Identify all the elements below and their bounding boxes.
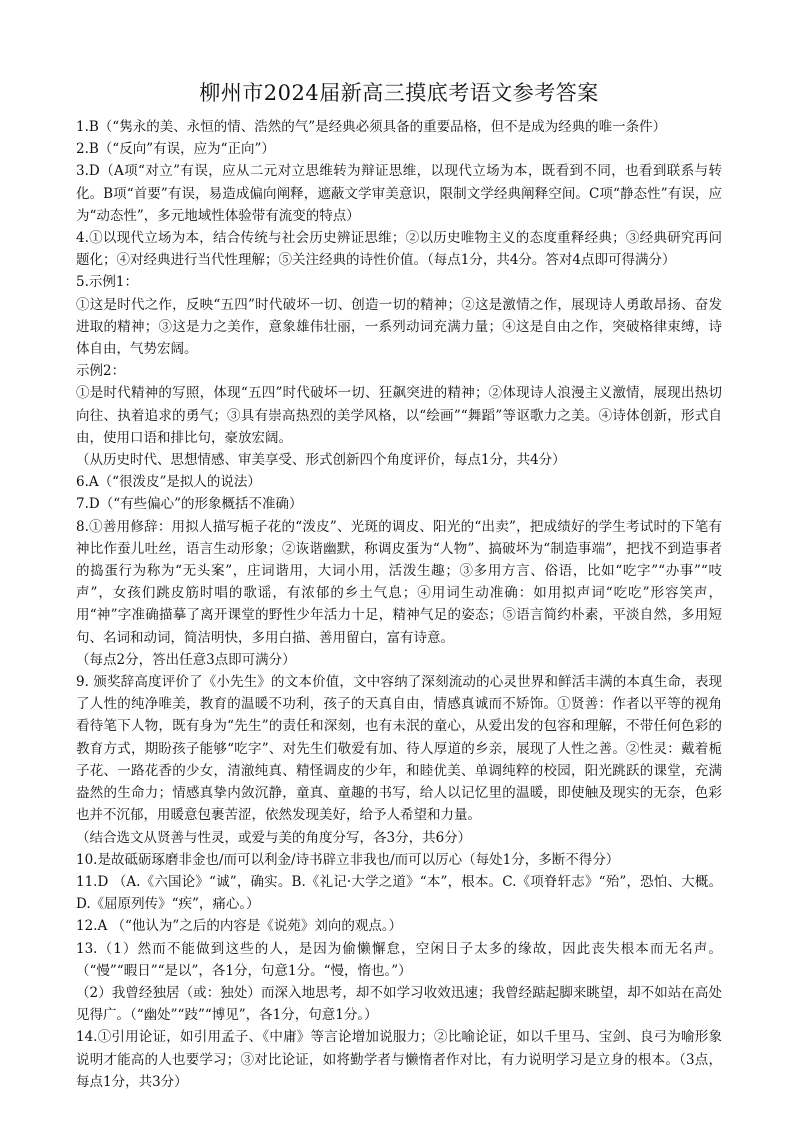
answer-line: 13.（1）然而不能做到这些的人，是因为偷懒懈怠，空闲日子太多的缘故，因此丧失根本而无名声。（“慢”“暇日”“是以”，各1分，句意1分。“慢，惰也。”）: [76, 940, 722, 979]
answer-line: （结合选文从贤善与性灵，或爱与美的角度分写，各3分，共6分）: [76, 829, 472, 846]
answer-line: 14.①引用论证，如引用孟子、《中庸》等言论增加说服力；②比喻论证，如以千里马、宝剑、良弓为喻形象说明才能高的人也要学习；③对比论证，如将勤学者与懒惰者作对比，有力说明学习是立身的根本。（3点，每点1分，共3分）: [76, 1029, 722, 1090]
answer-line: ①是时代精神的写照，体现“五四”时代破坏一切、狂飙突进的精神；②体现诗人浪漫主义激情，展现出热切向往、执着追求的勇气；③具有崇高热烈的美学风格，以“绘画”“舞蹈”等讴歌力之美。④诗体创新，形式自由，使用口语和排比句，豪放宏阔。: [76, 385, 722, 446]
document-title: 柳州市2024届新高三摸底考语文参考答案: [199, 81, 599, 105]
answer-line: （每点2分，答出任意3点即可满分）: [76, 651, 296, 668]
answer-line: 4.①以现代立场为本，结合传统与社会历史辨证思维；②以历史唯物主义的态度重释经典；③经典研究再问题化；④对经典进行当代性理解；⑤关注经典的诗性价值。（每点1分，共4分。答对4点即可得满分）: [76, 230, 722, 269]
answer-content: [76, 116, 722, 1093]
answer-line: 11.D （A.《六国论》“诚”，确实。B.《礼记·大学之道》“本”，根本。C.《项脊轩志》“殆”，恐怕、大概。D.《屈原列传》“疾”，痛心。）: [76, 873, 722, 913]
answer-line: 8.①善用修辞：用拟人描写栀子花的“泼皮”、光斑的调皮、阳光的“出卖”，把成绩好的学生考试时的下笔有神比作蚕儿吐丝，语言生动形象；②诙谐幽默，称调皮蛋为“人物”、搞破坏为“制造事端”，把找不到造事者的捣蛋行为称为“无头案”，庄词谐用，大词小用，活泼生趣；③多用方言、俗语，比如“吃字”“办事”“吱声”，女孩们跳皮筋时唱的歌谣，有浓郁的乡土气息；④用词生动准确：如用拟声词“吃吃”形容笑声，用“神”字准确描摹了离开课堂的野性少年活力十足，精神气足的姿态；⑤语言简约朴素，平淡自然，多用短句、名词和动词，简洁明快，多用白描、善用留白，富有诗意。: [76, 518, 722, 646]
answer-line: 5.示例1：: [76, 274, 138, 291]
answer-line: 9. 颁奖辞高度评价了《小先生》的文本价值，文中容纳了深刻流动的心灵世界和鲜活丰满的本真生命，表现了人性的纯净唯美，教育的温暖不功利，孩子的天真自由，情感真诚而不矫饰。①贤善：作者以平等的视角看待笔下人物，既有身为“先生”的责任和深刻，也有未泯的童心，从爱出发的包容和理解，不带任何色彩的教育方式，期盼孩子能够“吃字”、对先生们敬爱有加、待人厚道的乡亲，展现了人性之善。②性灵：戴着栀子花、一路花香的少女，清澈纯真、精怪调皮的少年，和睦优美、单调纯粹的校园，阳光跳跃的课堂，充满盎然的生命力；情感真挚内敛沉静，童真、童趣的书写，给人以记忆里的温暖，即使触及现实的无奈，色彩也并不沉郁，用暖意包裹苦涩，依然发现美好，给予人希望和力量。: [76, 674, 722, 824]
answer-line: 3.D（A项“对立”有误，应从二元对立思维转为辩证思维，以现代立场为本，既看到不同，也看到联系与转化。B项“首要”有误，易造成偏向阐释，遮蔽文学审美意识，限制文学经典阐释空间。C项“静态性”有误，应为“动态性”，多元地域性体验带有流变的特点）: [76, 163, 722, 224]
answer-line: 6.A（“很泼皮”是拟人的说法）: [76, 474, 261, 491]
answer-line: （从历史时代、思想情感、审美享受、形式创新四个角度评价，每点1分，共4分）: [76, 452, 566, 469]
answer-line: ①这是时代之作，反映“五四”时代破坏一切、创造一切的精神；②这是激情之作，展现诗人勇敢昂扬、奋发进取的精神；③这是力之美作，意象雄伟壮丽，一系列动词充满力量；④这是自由之作，突破格律束缚，诗体自由，气势宏阔。: [76, 296, 722, 358]
answer-line: 示例2：: [76, 363, 126, 380]
answer-line: 10.是故砥砺琢磨非金也/而可以利金/诗书辟立非我也/而可以厉心（每处1分，多断不得分）: [76, 851, 620, 868]
answer-line: （2）我曾经独居（或：独处）而深入地思考，却不如学习收效迅速；我曾经踮起脚来眺望，却不如站在高处见得广。（“幽处”“跂”“博见”，各1分，句意1分。）: [76, 984, 722, 1024]
answer-line: 12.A （“他认为”之后的内容是《说苑》刘向的观点。）: [76, 918, 403, 935]
answer-line: 1.B（“隽永的美、永恒的情、浩然的气”是经典必须具备的重要品格，但不是成为经典的唯一条件）: [76, 119, 667, 135]
answer-key-page: [76, 78, 722, 1093]
answer-line: 2.B（“反向”有误，应为“正向”）: [76, 141, 275, 158]
answer-line: 7.D（“有些偏心”的形象概括不准确）: [76, 496, 303, 513]
